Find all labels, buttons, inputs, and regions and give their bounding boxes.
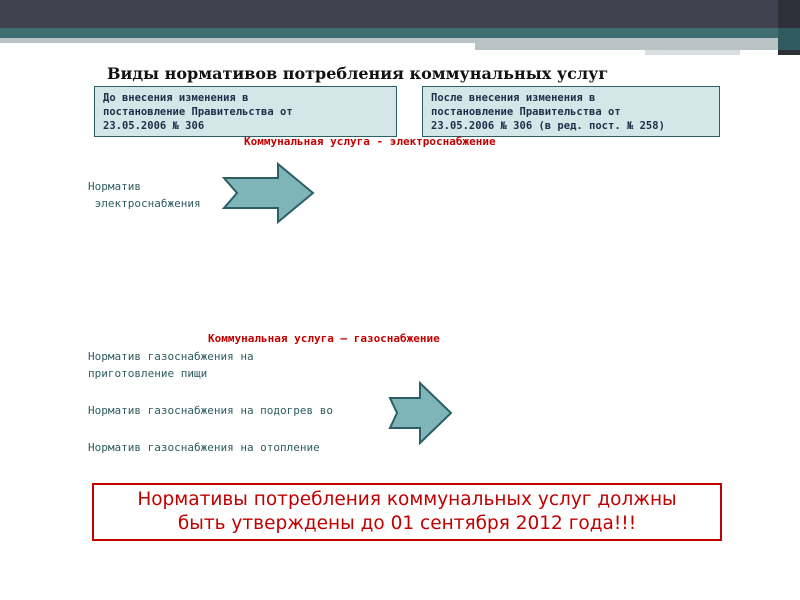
gas-heading: Коммунальная услуга – газоснабжение <box>208 332 440 345</box>
header-corner-stripe <box>778 28 800 50</box>
notice-line-1: Нормативы потребления коммунальных услуг должны <box>137 489 677 510</box>
notice-line-2: быть утверждены до 01 сентября 2012 года!!! <box>177 513 637 534</box>
gas-item-1-line-1: Норматив газоснабжения на <box>88 350 254 363</box>
header-bar <box>0 0 800 28</box>
electricity-item-line-1: Норматив <box>88 180 141 193</box>
gas-arrow-icon <box>388 381 454 445</box>
before-line-2: постановление Правительства от <box>103 106 293 118</box>
before-line-3: 23.05.2006 № 306 <box>103 120 205 132</box>
before-line-1: До внесения изменения в <box>103 92 249 104</box>
gas-item-1-line-2: приготовление пищи <box>88 367 208 380</box>
deadline-notice <box>92 483 722 541</box>
header-stripe <box>0 28 800 38</box>
slide-title: Виды нормативов потребления коммунальных услуг <box>107 64 609 83</box>
gas-item-heating: Норматив газоснабжения на отопление <box>88 441 320 454</box>
header-gray-stripe-right <box>475 43 800 50</box>
electricity-item-line-2: электроснабжения <box>88 197 201 210</box>
after-line-1: После внесения изменения в <box>431 92 596 104</box>
after-line-2: постановление Правительства от <box>431 106 621 118</box>
header-divider <box>0 43 470 47</box>
after-line-3: 23.05.2006 № 306 (в ред. пост. № 258) <box>431 120 665 132</box>
electricity-arrow-icon <box>222 162 316 224</box>
before-change-box <box>94 86 397 137</box>
electricity-heading: Коммунальная услуга - электроснабжение <box>244 135 496 148</box>
gas-item-cooking <box>88 348 254 382</box>
electricity-item <box>88 178 201 212</box>
after-change-box <box>422 86 720 137</box>
gas-item-water-heating: Норматив газоснабжения на подогрев во <box>88 404 334 417</box>
header-shadow <box>645 50 740 55</box>
